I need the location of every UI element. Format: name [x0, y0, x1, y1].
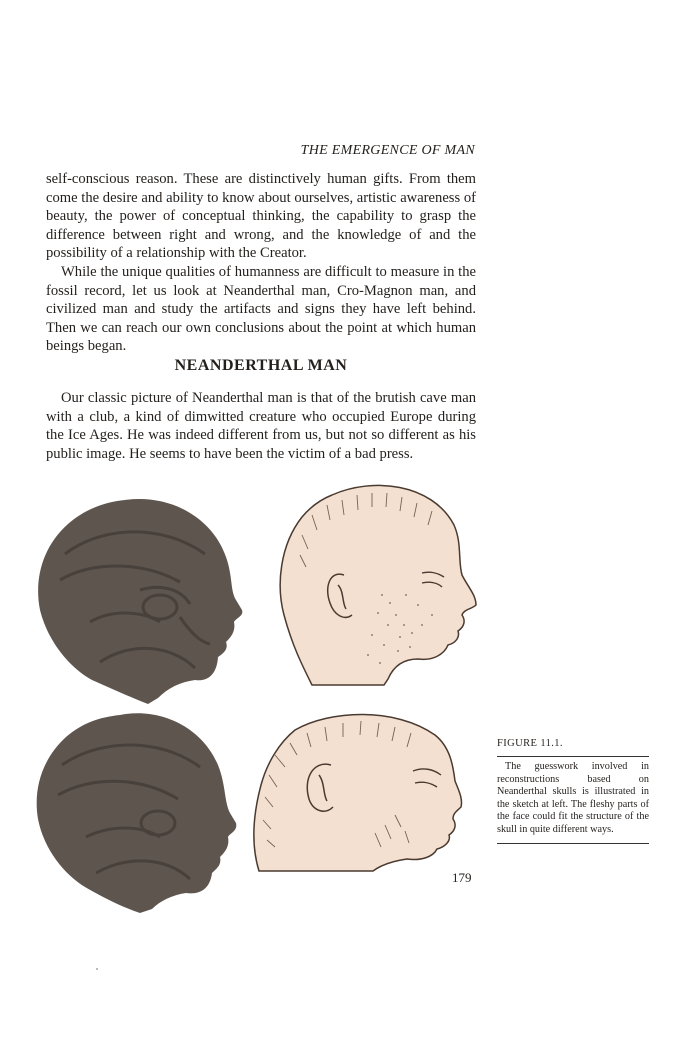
scan-mark — [96, 968, 98, 970]
page-number: 179 — [452, 870, 472, 885]
paragraph: self-conscious reason. These are distinctively human gifts. From them come the desire and ability to know about ourselves, artistic awareness of beauty, the power of conceptual thinking, the capability to grasp the difference between right and wrong, and the knowledge of and the possibility of a relationship with the Creator. — [46, 171, 476, 262]
paragraph: While the unique qualities of humanness are difficult to measure in the fossil record, let us look at Neanderthal man, Cro-Magnon man, and civilized man and study the artifacts and signs they have left behind. Then we can reach our own conclusions about the point at which human beings began. — [46, 263, 476, 355]
figure-label: FIGURE 11.1. — [497, 738, 649, 757]
section-heading: NEANDERTHAL MAN — [174, 357, 348, 374]
intro-text — [46, 170, 476, 356]
skull-illustration-bottom — [30, 705, 245, 915]
running-head: THE EMERGENCE OF MAN — [300, 143, 475, 158]
head-sketch-modern — [272, 475, 482, 690]
paragraph: Our classic picture of Neanderthal man is that of the brutish cave man with a club, a kind of dimwitted creature who occupied Europe during the Ice Ages. He was indeed different from us, but not so different as his public image. He seems to have been the victim of a bad press. — [46, 390, 476, 462]
section-text — [46, 389, 476, 463]
figure-caption-text: The guesswork involved in reconstructions based on Neanderthal skulls is illustrated in the sketch at left. The fleshy parts of the face could fit the structure of the skull in quite different ways. — [497, 757, 649, 844]
figure-caption — [497, 738, 649, 844]
skull-illustration-top — [30, 492, 245, 707]
head-sketch-neanderthal — [245, 705, 470, 875]
